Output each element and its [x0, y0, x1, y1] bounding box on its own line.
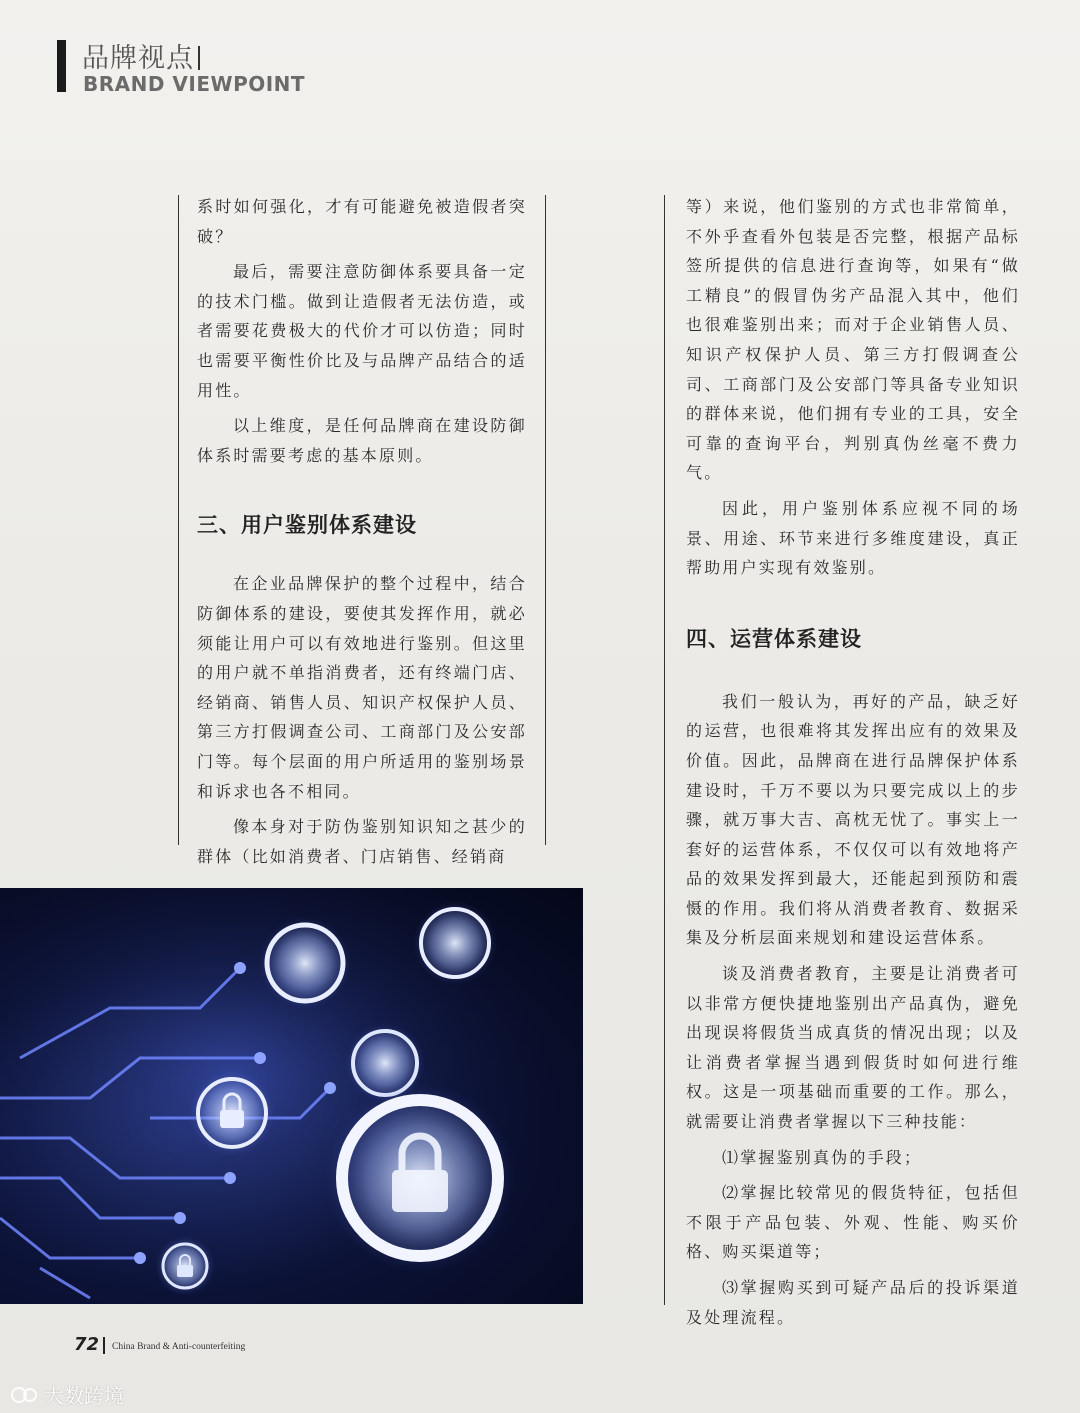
section-heading: 三、用户鉴别体系建设: [197, 513, 417, 538]
paragraph: 像本身对于防伪鉴别知识知之甚少的群体（比如消费者、门店销售、经销商: [197, 817, 527, 866]
list-item: ⑴掌握鉴别真伪的手段；: [722, 1147, 923, 1167]
column-rule-right: [664, 195, 665, 1305]
paragraph: 最后，需要注意防御体系要具备一定的技术门槛。做到让造假者无法仿造，或者需要花费极大的代价才可以仿造；同时也需要平衡性价比及与品牌产品结合的适用性。: [197, 262, 527, 400]
paragraph: 谈及消费者教育，主要是让消费者可以非常方便快捷地鉴别出产品真伪，避免出现误将假货当成真货的情况出现；以及让消费者掌握当遇到假货时如何进行维权。这是一项基础而重要的工作。那么，就需要让消费者掌握以下三种技能：: [686, 964, 1020, 1132]
lock-icon: [155, 1236, 215, 1296]
paragraph: 系时如何强化，才有可能避免被造假者突破？: [197, 197, 527, 246]
lock-icon: [188, 1069, 276, 1157]
watermark-text: 大数跨境: [44, 1384, 124, 1408]
magazine-name: China Brand & Anti-counterfeiting: [112, 1342, 246, 1352]
left-column: [197, 192, 527, 866]
lock-icon: [325, 1083, 515, 1273]
lock-icon: [413, 901, 497, 985]
watermark-logo-icon: [10, 1385, 38, 1405]
page-number-divider: [103, 1337, 105, 1354]
section-title-en: BRAND VIEWPOINT: [83, 72, 306, 96]
paragraph: 等）来说，他们鉴别的方式也非常简单，不外乎查看外包装是否完整，根据产品标签所提供的信息进行查询等，如果有“做工精良”的假冒伪劣产品混入其中，他们也很难鉴别出来；而对于企业销售人员、知识产权保护人员、第三方打假调查公司、工商部门及公安部门等具备专业知识的群体来说，他们拥有专业的工具，安全可靠的查询平台，判别真伪丝毫不费力气。: [686, 197, 1020, 483]
lock-circuit-illustration: [0, 888, 583, 1304]
paragraph: 以上维度，是任何品牌商在建设防御体系时需要考虑的基本原则。: [197, 416, 527, 465]
section-title-cn-text: 品牌视点: [82, 43, 194, 74]
section-heading: 四、运营体系建设: [686, 626, 862, 651]
watermark: [10, 1380, 124, 1409]
right-column: [686, 192, 1020, 1327]
paragraph: 因此，用户鉴别体系应视不同的场景、用途、环节来进行多维度建设，真正帮助用户实现有效鉴别。: [686, 498, 1020, 578]
column-rule-middle: [545, 195, 546, 845]
section-title-cn: [82, 36, 200, 75]
list-item: ⑶掌握购买到可疑产品后的投诉渠道及处理流程。: [686, 1278, 1020, 1327]
paragraph: 我们一般认为，再好的产品，缺乏好的运营，也很难将其发挥出应有的效果及价值。因此，品牌商在进行品牌保护体系建设时，千万不要以为只要完成以上的步骤，就万事大吉、高枕无忧了。事实上一套好的运营体系，不仅仅可以有效地将产品的效果发挥到最大，还能起到预防和震慑的作用。我们将从消费者教育、数据采集及分析层面来规划和建设运营体系。: [686, 691, 1020, 948]
list-item: ⑵掌握比较常见的假货特征，包括但不限于产品包装、外观、性能、购买价格、购买渠道等；: [686, 1183, 1020, 1262]
page-number: 72: [74, 1334, 100, 1355]
header-bar: [57, 40, 66, 92]
column-rule-left: [178, 195, 179, 845]
lock-icon: [259, 917, 351, 1009]
paragraph: 在企业品牌保护的整个过程中，结合防御体系的建设，要使其发挥作用，就必须能让用户可以有效地进行鉴别。但这里的用户就不单指消费者，还有终端门店、经销商、销售人员、知识产权保护人员、第三方打假调查公司、工商部门及公安部门等。每个层面的用户所适用的鉴别场景和诉求也各不相同。: [197, 574, 527, 801]
